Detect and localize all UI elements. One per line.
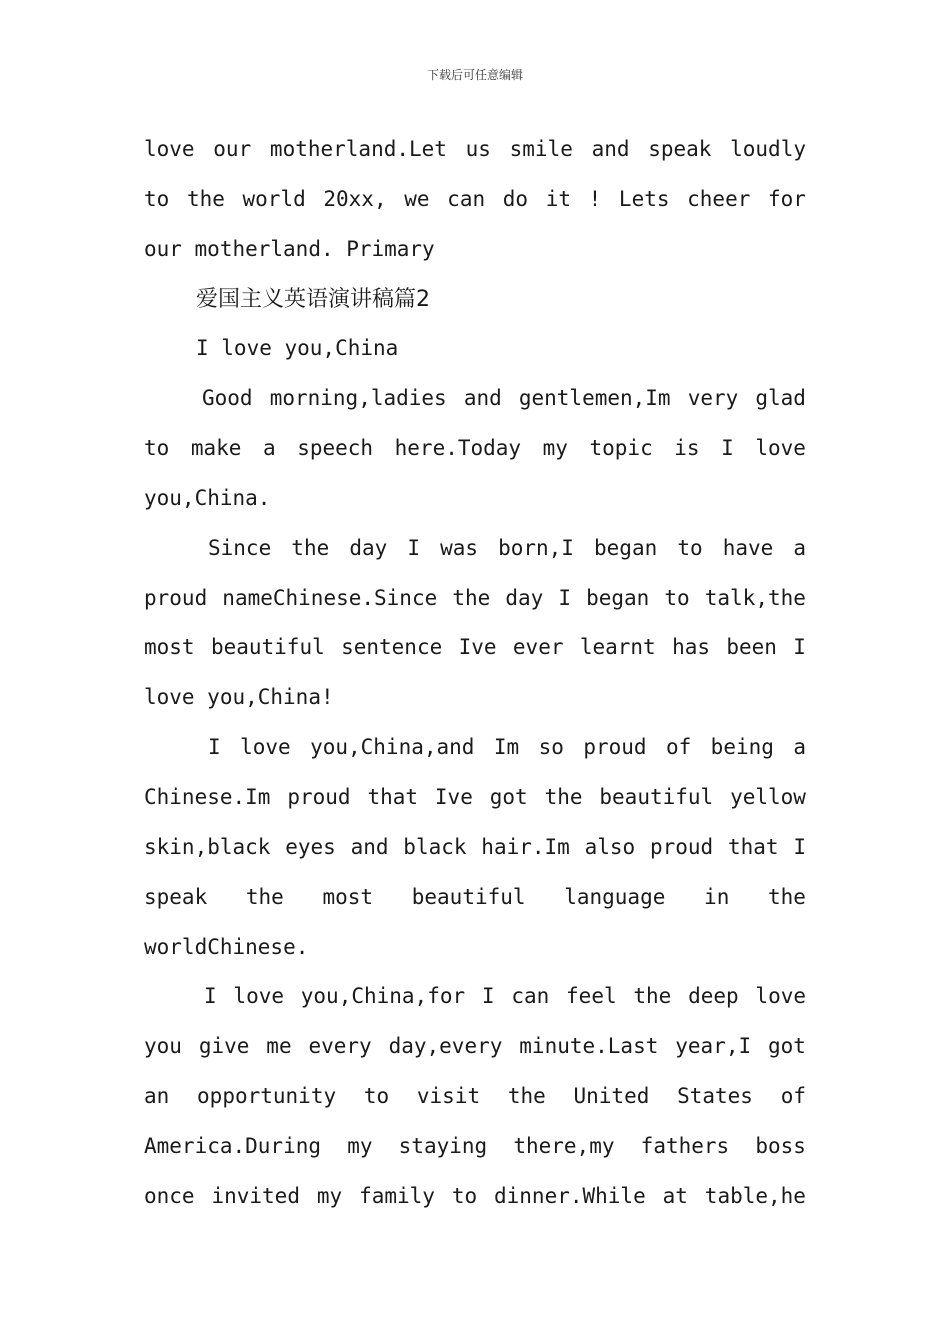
word: smile [509,137,573,161]
word: us [465,137,491,161]
word: worldChinese. [144,934,309,959]
word: the [452,585,491,610]
text-line [144,374,806,424]
word: at [662,1183,688,1208]
word: I [793,834,806,859]
word: and [350,834,389,859]
word: 20xx, [323,186,387,211]
word: every [308,1034,372,1059]
word: we [404,186,430,211]
word: Im [493,735,520,760]
word: began [594,535,658,560]
text-line [144,923,806,973]
word: you,China. [144,485,271,510]
word: opportunity [197,1084,337,1109]
word: boss [755,1133,806,1158]
word: of [780,1084,806,1109]
word: dinner.While [494,1183,646,1208]
text-line [144,972,806,1022]
word: got [489,784,528,809]
word: our [144,236,182,261]
word: feel [566,984,617,1009]
word: that [727,834,779,859]
word: once [144,1183,195,1208]
page-header: 下载后可任意编辑 [426,68,523,82]
section-heading: 爱国主义英语演讲稿篇2 [196,286,430,312]
text-line [144,1172,806,1222]
word: table,he [704,1183,806,1208]
word: I [407,535,420,560]
word: you,China,for [300,984,466,1009]
word: most [322,884,374,909]
word: a [793,535,806,560]
word: fathers [640,1133,730,1158]
text-line [144,673,806,723]
word: to [451,1183,478,1208]
word: you,China,and [310,735,475,760]
word: ! [588,186,602,211]
word: proud [287,784,351,809]
word: visit [416,1084,481,1109]
word: loudly [730,137,806,161]
word: sentence [341,635,443,660]
word: an [144,1084,170,1109]
word: Since [208,535,272,560]
word: that [367,784,419,809]
word: being [710,735,774,760]
text-line [144,424,806,474]
text-line [144,125,806,175]
word: love [144,137,195,161]
word: also [584,834,636,859]
word: began [586,585,650,610]
word: United [573,1084,650,1109]
word: morning,ladies [269,386,447,411]
word: the [291,535,330,560]
word: was [440,535,478,560]
text-line [144,1122,806,1172]
word: born,I [498,535,574,560]
word: black [403,834,467,859]
word: love [755,436,806,461]
word: America.During [144,1133,322,1158]
word: give [198,1034,250,1059]
word: motherland.Let [269,137,447,161]
word: got [768,1034,806,1059]
word: has [672,635,710,660]
word: the [507,1084,546,1109]
word: nameChinese.Since [222,585,438,610]
word: yellow [730,784,806,809]
word: is [674,436,700,461]
word: I [721,436,734,461]
word: proud [649,834,714,859]
text-line [144,1072,806,1122]
word: speech [297,436,374,461]
word: Lets [618,186,670,211]
word: staying [398,1133,488,1158]
word: to [664,585,690,610]
word: it [545,186,571,211]
word: of [665,735,692,760]
word: very [687,386,739,411]
word: so [538,735,564,760]
word: Primary [346,236,435,261]
word: eyes [285,834,336,859]
word: learnt [579,635,656,660]
word: can [447,186,486,211]
word: Good [202,386,253,411]
word: I [558,585,571,610]
word: love [240,735,291,760]
word: I [793,635,806,660]
word: proud [144,585,208,610]
word: invited [211,1183,300,1208]
word: for [768,186,806,211]
word: motherland. [194,236,334,261]
word: the [633,984,672,1009]
word: you [144,1034,182,1059]
word: topic [589,436,653,461]
document-body [144,125,806,1222]
word: glad [755,386,806,411]
word: in [704,884,730,909]
word: I [481,984,495,1009]
text-line [144,474,806,524]
word: skin,black [144,834,271,859]
word: there,my [513,1133,615,1158]
word: cheer [687,186,751,211]
word: to [363,1084,390,1109]
word: the [768,884,806,909]
word: Chinese.Im [144,784,271,809]
word: deep [688,984,739,1009]
text-line [144,574,806,624]
word: a [263,436,276,461]
word: beautiful [411,884,526,909]
word: world [242,186,306,211]
word: to [144,436,170,461]
word: beautiful [599,784,714,809]
word: here.Today [394,436,522,461]
word: make [190,436,242,461]
word: me [266,1034,292,1059]
word: speak [144,884,208,909]
word: love [144,685,195,710]
word: proud [583,735,647,760]
text-line [144,1022,806,1072]
text-line [144,723,806,773]
text-line [144,773,806,823]
word: language [564,884,666,909]
word: to [677,535,703,560]
word: a [793,735,806,760]
word: and [591,137,630,161]
text-line [144,623,806,673]
word: the [544,784,583,809]
word: love [233,984,284,1009]
word: my [542,436,568,461]
word: year,I [675,1034,752,1059]
word: talk,the [704,585,806,610]
word: beautiful [210,635,325,660]
word: my [316,1183,343,1208]
word: the [186,186,225,211]
word: minute.Last [519,1034,659,1059]
word: day,every [388,1034,503,1059]
word: my [347,1133,373,1158]
word: been [726,635,777,660]
speech-title: I love you,China [196,336,399,361]
word: family [359,1183,435,1208]
text-line [144,873,806,923]
word: you,China! [207,685,334,710]
word: Ive [434,784,473,809]
word: the [245,884,284,909]
word: I [208,735,221,760]
text-line [144,524,806,574]
word: ever [512,635,564,660]
word: most [144,635,195,660]
word: day [505,585,544,610]
word: States [677,1084,753,1109]
word: gentlemen,Im [518,386,671,411]
word: have [722,535,774,560]
word: I [204,984,217,1009]
text-line [144,225,806,275]
word: our [213,137,252,161]
text-line [144,175,806,225]
word: day [349,535,388,560]
word: can [511,984,550,1009]
word: and [463,386,502,411]
word: Ive [458,635,497,660]
word: do [502,186,529,211]
word: love [755,984,806,1009]
text-line [144,823,806,873]
word: hair.Im [481,834,570,859]
word: speak [648,137,712,161]
word: to [144,186,170,211]
